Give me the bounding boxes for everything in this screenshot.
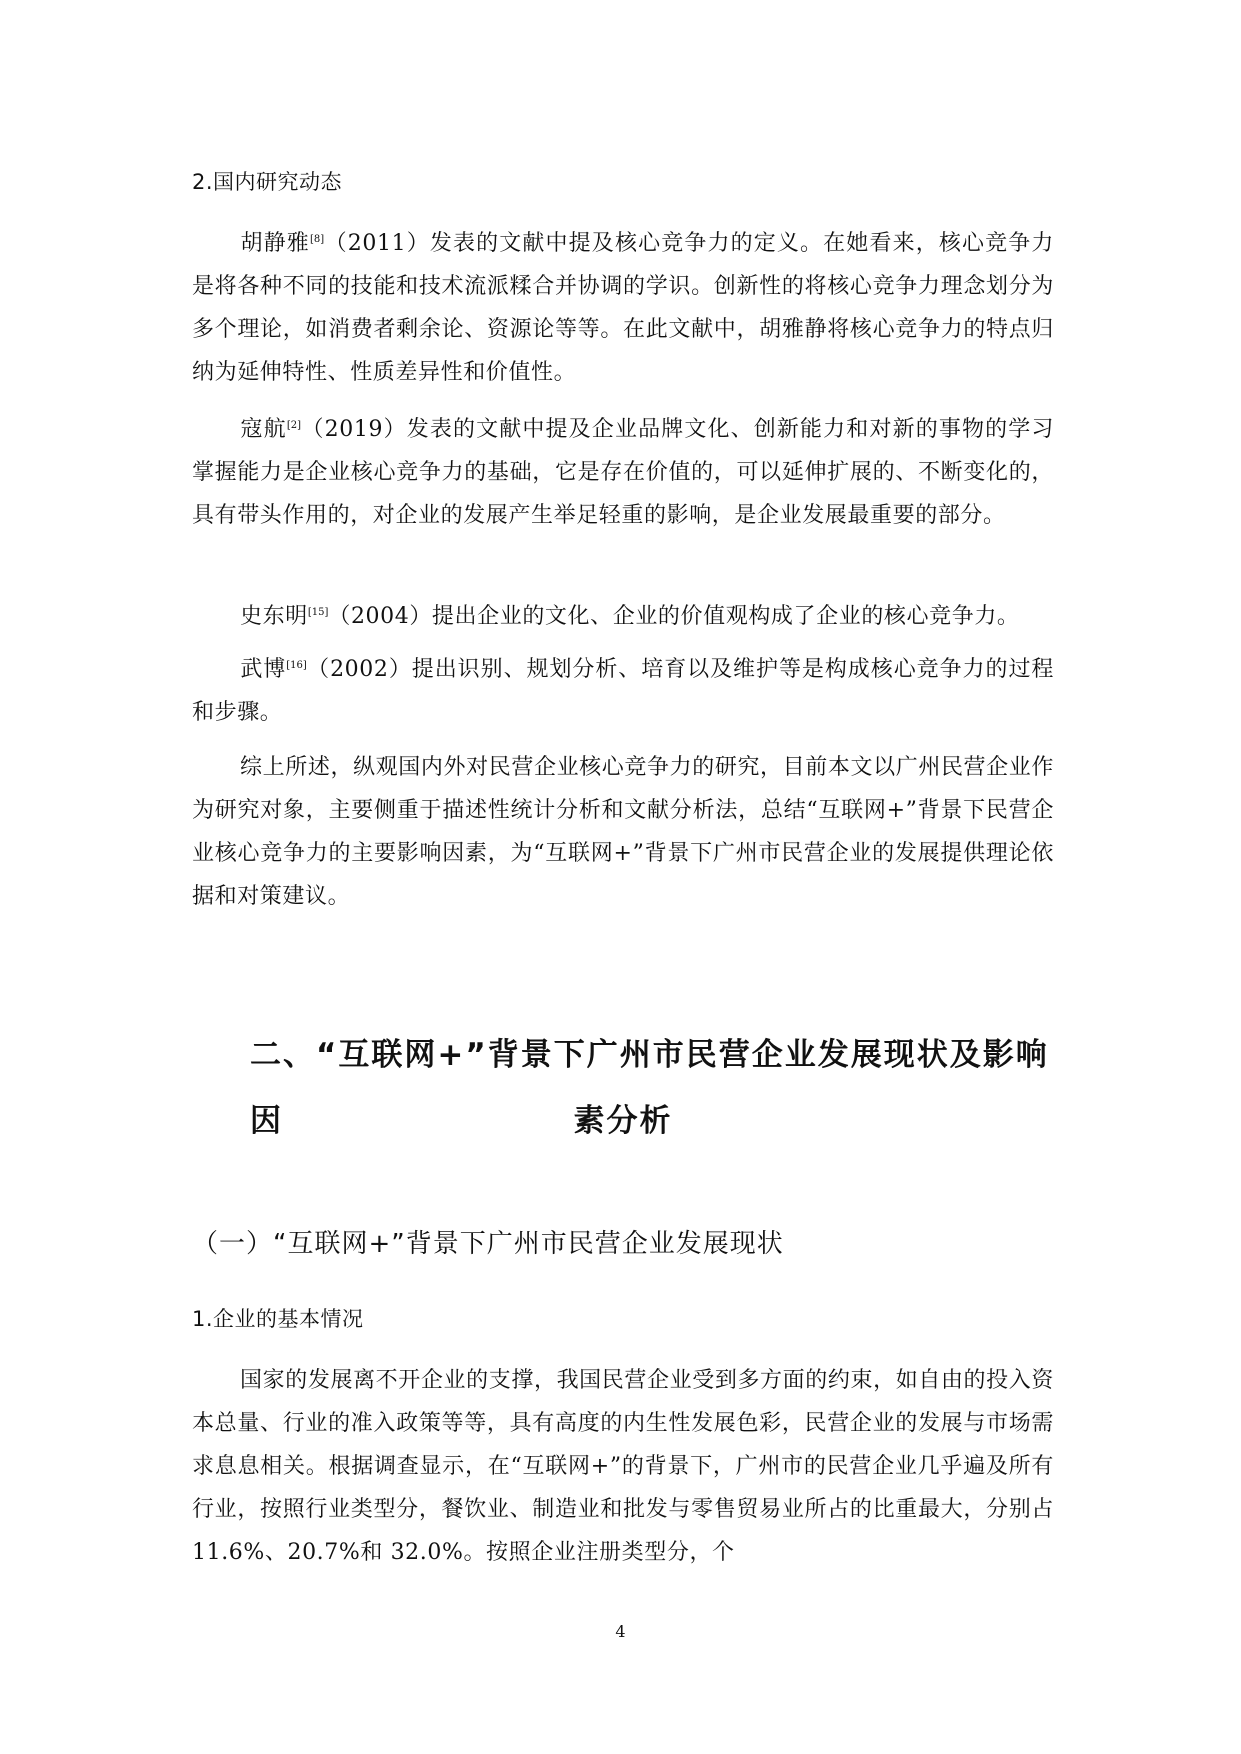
paragraph-text: 综上所述，纵观国内外对民营企业核心竞争力的研究，目前本文以广州民营企业作为研究对象，主要侧重于描述性统计分析和文献分析法，总结“互联网+”背景下民营企业核心竞争力的主要影响因素，为“互联网+”背景下广州市民营企业的发展提供理论依据和对策建议。 (192, 755, 1054, 909)
chapter-title-line-1: 二、“互联网+”背景下广州市民营企业发展现状及影响因 (250, 1037, 1049, 1139)
citation-ref: [15] (307, 607, 329, 618)
citation-ref: [16] (286, 660, 307, 671)
paragraph-text: 国家的发展离不开企业的支撑，我国民营企业受到多方面的约束，如自由的投入资本总量、行业的准入政策等等，具有高度的内生性发展色彩，民营企业的发展与市场需求息息相关。根据调查显示，在“互联网+”的背景下，广州市的民营企业几乎遍及所有行业，按照行业类型分，餐饮业、制造业和批发与零售贸易业所占的比重最大，分别占 11.6%、20.7%和 32.0%。按照企业注册类型分，个 (192, 1368, 1054, 1565)
paragraph-kou-hang (192, 408, 1054, 537)
citation-ref: [8] (309, 234, 325, 245)
chapter-title-line-2: 素分析 (573, 1103, 673, 1139)
citation-ref: [2] (286, 420, 301, 431)
subsection-heading-basic-info: 1.企业的基本情况 (192, 1307, 364, 1331)
paragraph-text: （2019）发表的文献中提及企业品牌文化、创新能力和对新的事物的学习掌握能力是企业核心竞争力的基础，它是存在价值的，可以延伸扩展的、不断变化的，具有带头作用的，对企业的发展产生举足轻重的影响，是企业发展最重要的部分。 (192, 417, 1055, 528)
paragraph-text: （2004）提出企业的文化、企业的价值观构成了企业的核心竞争力。 (328, 604, 1020, 629)
page-number: 4 (615, 1622, 626, 1641)
paragraph-summary (192, 746, 1054, 918)
author-name: 史东明 (240, 604, 308, 629)
author-name: 寇航 (240, 417, 287, 442)
subsection-title: （一）“互联网+”背景下广州市民营企业发展现状 (192, 1229, 784, 1259)
paragraph-hu-jingya (192, 222, 1054, 394)
section-heading-domestic-research: 2.国内研究动态 (192, 170, 343, 194)
paragraph-enterprise-basics (192, 1359, 1054, 1574)
author-name: 胡静雅 (240, 231, 310, 256)
paragraph-wu-bo (192, 648, 1054, 734)
author-name: 武博 (240, 657, 287, 682)
paragraph-text: （2011）发表的文献中提及核心竞争力的定义。在她看来，核心竞争力是将各种不同的技能和技术流派糅合并协调的学识。创新性的将核心竞争力理念划分为多个理论，如消费者剩余论、资源论等等。在此文献中，胡雅静将核心竞争力的特点归纳为延伸特性、性质差异性和价值性。 (192, 231, 1054, 385)
paragraph-shi-dongming (192, 595, 1054, 638)
paragraph-text: （2002）提出识别、规划分析、培育以及维护等是构成核心竞争力的过程和步骤。 (192, 657, 1054, 725)
